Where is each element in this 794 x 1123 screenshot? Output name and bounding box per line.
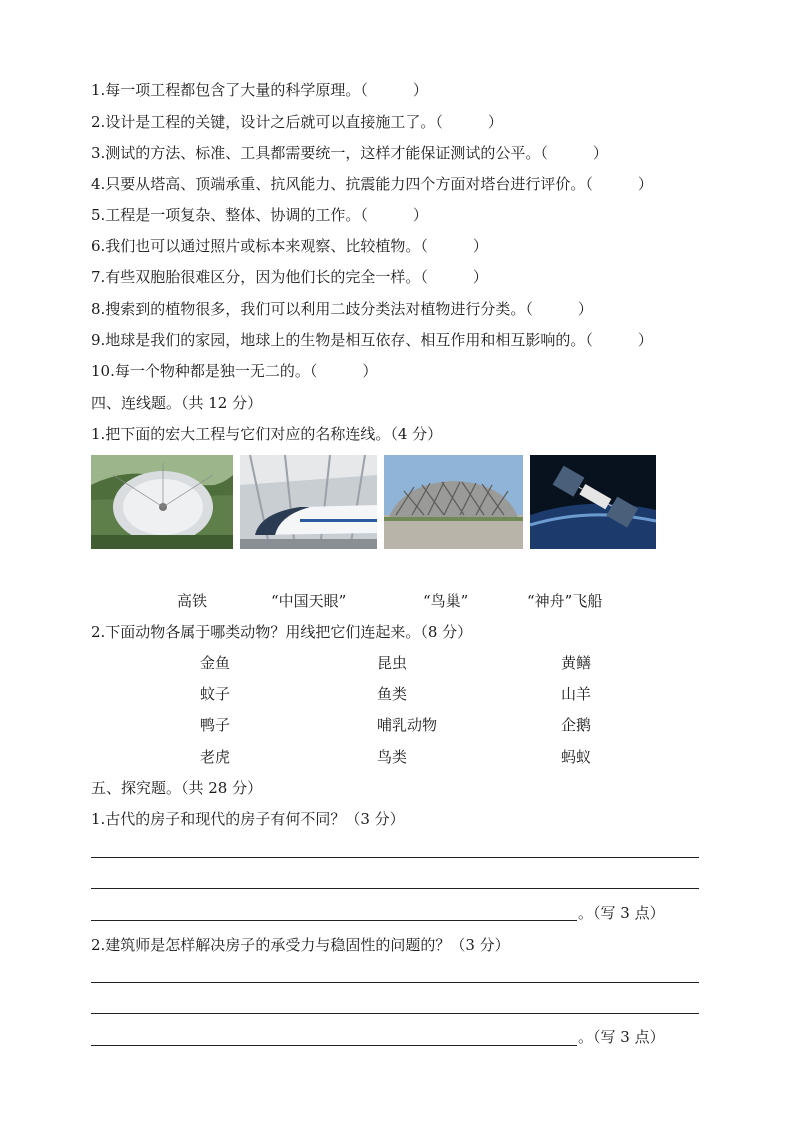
birds-nest-stadium-photo xyxy=(384,455,523,549)
animal-left-4: 老虎 xyxy=(200,748,231,766)
tf-question-1: 1.每一项工程都包含了大量的科学原理。（ ） xyxy=(91,81,428,99)
name-china-sky-eye: “中国天眼” xyxy=(271,592,347,610)
animal-left-3: 鸭子 xyxy=(200,716,231,734)
section-5-title: 五、探究题。（共 28 分） xyxy=(91,779,263,797)
answer-line[interactable] xyxy=(91,1013,699,1014)
tf-question-2: 2.设计是工程的关键，设计之后就可以直接施工了。（ ） xyxy=(91,113,503,131)
answer-hint: 。（写 3 点） xyxy=(578,1028,665,1046)
tf-question-5: 5.工程是一项复杂、整体、协调的工作。（ ） xyxy=(91,206,428,224)
high-speed-train-photo xyxy=(240,455,377,549)
tf-question-10: 10.每一个物种都是独一无二的。（ ） xyxy=(91,362,378,380)
spacecraft-photo xyxy=(530,455,656,549)
name-high-speed-rail: 高铁 xyxy=(177,592,208,610)
animal-left-1: 金鱼 xyxy=(200,654,231,672)
animal-right-2: 山羊 xyxy=(561,685,592,703)
tf-question-9: 9.地球是我们的家园，地球上的生物是相互依存、相互作用和相互影响的。（ ） xyxy=(91,331,653,349)
name-birds-nest: “鸟巢” xyxy=(423,592,469,610)
animal-right-3: 企鹅 xyxy=(561,716,592,734)
animal-right-4: 蚂蚁 xyxy=(561,748,592,766)
telescope-photo xyxy=(91,455,233,549)
section-4-title: 四、连线题。（共 12 分） xyxy=(91,394,263,412)
answer-line[interactable] xyxy=(91,1045,577,1046)
tf-question-8: 8.搜索到的植物很多，我们可以利用二歧分类法对植物进行分类。（ ） xyxy=(91,300,593,318)
category-4: 鸟类 xyxy=(377,748,408,766)
answer-line[interactable] xyxy=(91,920,577,921)
animal-right-1: 黄鳝 xyxy=(561,654,592,672)
section-5-question-1: 1.古代的房子和现代的房子有何不同？（3 分） xyxy=(91,810,405,828)
category-1: 昆虫 xyxy=(377,654,408,672)
answer-line[interactable] xyxy=(91,857,699,858)
category-3: 哺乳动物 xyxy=(377,716,438,734)
tf-question-7: 7.有些双胞胎很难区分，因为他们长的完全一样。（ ） xyxy=(91,268,488,286)
answer-line[interactable] xyxy=(91,982,699,983)
category-2: 鱼类 xyxy=(377,685,408,703)
section-5-question-2: 2.建筑师是怎样解决房子的承受力与稳固性的问题的？（3 分） xyxy=(91,936,510,954)
tf-question-6: 6.我们也可以通过照片或标本来观察、比较植物。（ ） xyxy=(91,237,488,255)
animal-left-2: 蚊子 xyxy=(200,685,231,703)
section-4-question-1: 1.把下面的宏大工程与它们对应的名称连线。（4 分） xyxy=(91,425,443,443)
answer-hint: 。（写 3 点） xyxy=(578,904,665,922)
tf-question-3: 3.测试的方法、标准、工具都需要统一，这样才能保证测试的公平。（ ） xyxy=(91,144,608,162)
answer-line[interactable] xyxy=(91,888,699,889)
name-shenzhou-spacecraft: “神舟”飞船 xyxy=(527,592,603,610)
tf-question-4: 4.只要从塔高、顶端承重、抗风能力、抗震能力四个方面对塔台进行评价。（ ） xyxy=(91,175,653,193)
section-4-question-2: 2.下面动物各属于哪类动物？用线把它们连起来。（8 分） xyxy=(91,623,473,641)
